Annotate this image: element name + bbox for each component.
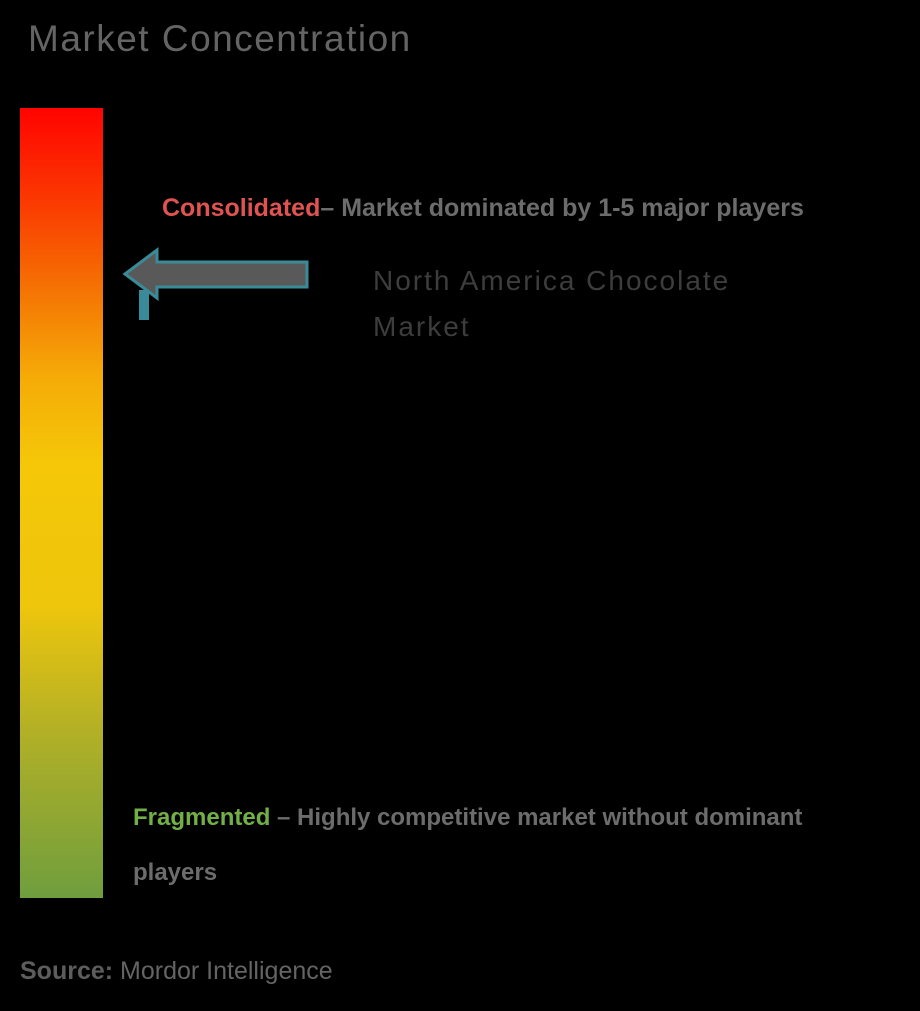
arrow-shape xyxy=(125,250,307,298)
source-label: Source: xyxy=(20,957,114,985)
page-title: Market Concentration xyxy=(28,18,412,59)
market-annotation: North America Chocolate Market xyxy=(373,265,731,342)
consolidated-line xyxy=(162,194,804,223)
fragmented-line xyxy=(133,790,881,900)
fragmented-description: – Highly competitive market without dominant players xyxy=(133,804,803,886)
consolidated-description: – Market dominated by 1-5 major players xyxy=(320,194,804,222)
fragmented-label: Fragmented xyxy=(133,804,271,831)
consolidated-label: Consolidated xyxy=(162,194,321,222)
source-line xyxy=(20,957,333,986)
source-name: Mordor Intelligence xyxy=(113,957,333,985)
concentration-gradient-bar xyxy=(20,108,103,898)
arrow-tail-line xyxy=(139,290,149,320)
left-arrow-icon xyxy=(120,245,315,325)
